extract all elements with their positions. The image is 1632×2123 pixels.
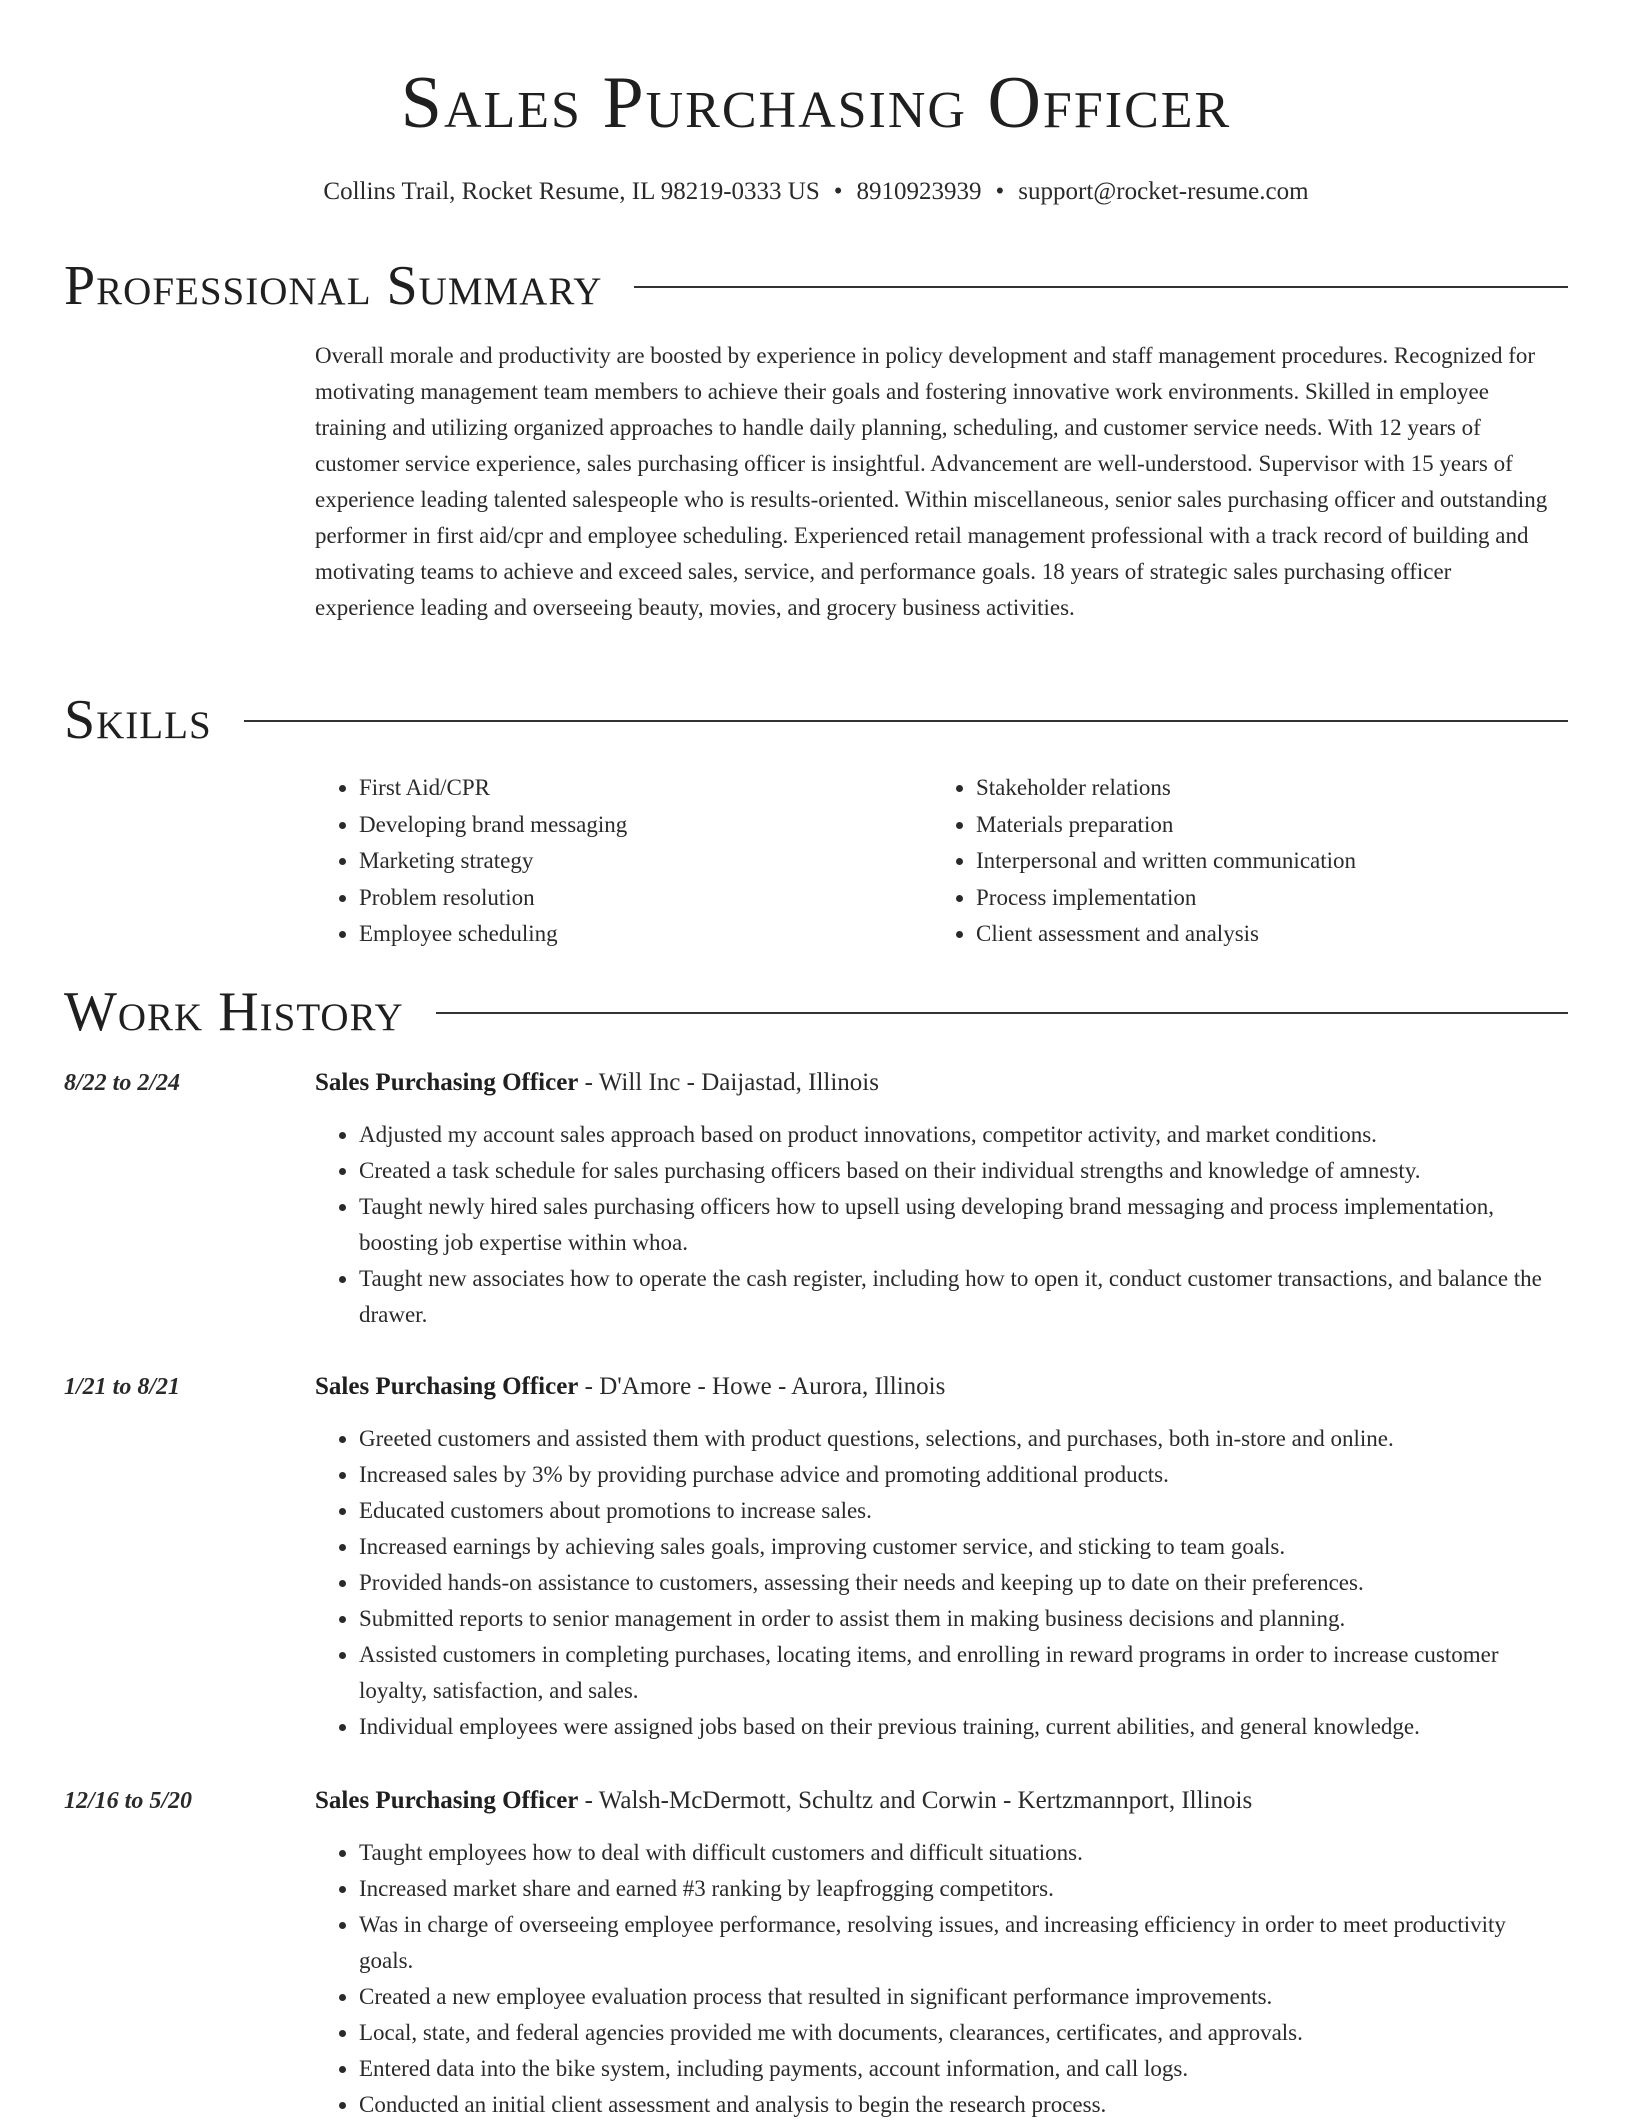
job-employer: - D'Amore - Howe - Aurora, Illinois [578,1373,946,1400]
skill-item: • Developing brand messaging [359,807,932,844]
job-title: Sales Purchasing Officer [315,1787,579,1814]
skills-heading: Skills [64,689,212,751]
job-title-line [315,1065,879,1101]
summary-text: Overall morale and productivity are boosted by experience in policy development and staff management procedures. Recognized for motivating management team members to achieve their goals and fostering innovative work environments. Skilled in employee training and utilizing organized approaches to handle daily planning, scheduling, and customer service needs. With 12 years of customer service experience, sales purchasing officer is insightful. Advancement are well-understood. Supervisor with 15 years of experience leading talented salespeople who is results-oriented. Within miscellaneous, senior sales purchasing officer and outstanding performer in first aid/cpr and employee scheduling. Experienced retail management professional with a track record of building and motivating teams to achieve and exceed sales, service, and performance goals. 18 years of strategic sales purchasing officer experience leading and overseeing beauty, movies, and grocery business activities. [315,343,1548,620]
contact-line [0,174,1632,210]
summary-section-header [64,254,1568,318]
job-bullet: • Increased earnings by achieving sales goals, improving customer service, and sticking to team goals. [359,1529,1548,1565]
skill-item: • Problem resolution [359,880,932,917]
skills-section-header [64,688,1568,752]
job-bullet: • Educated customers about promotions to increase sales. [359,1493,1548,1529]
job-title: Sales Purchasing Officer [315,1069,579,1096]
contact-separator: • [995,178,1005,205]
skills-column-left [315,770,932,953]
skill-item: • Materials preparation [976,807,1549,844]
summary-heading: Professional Summary [64,255,603,317]
job-bullet: • Conducted an initial client assessment and analysis to begin the research process. [359,2087,1548,2123]
job-bullet: • Adjusted my account sales approach based on product innovations, competitor activity, and market conditions. [359,1117,1548,1153]
job-bullets [315,1117,1548,1333]
work-section-header [64,980,1568,1044]
job-bullet: • Taught newly hired sales purchasing officers how to upsell using developing brand messaging and process implementation, boosting job expertise within whoa. [359,1189,1548,1261]
job-bullet: • Created a new employee evaluation process that resulted in significant performance improvements. [359,1979,1548,2015]
job-bullet: • Provided hands-on assistance to customers, assessing their needs and keeping up to date on their preferences. [359,1565,1548,1601]
job-bullets [315,1835,1548,2123]
job-bullet: • Greeted customers and assisted them with product questions, selections, and purchases, both in-store and online. [359,1421,1548,1457]
skill-item: • Employee scheduling [359,916,932,953]
job-bullet: • Local, state, and federal agencies provided me with documents, clearances, certificates, and approvals. [359,2015,1548,2051]
work-heading: Work History [64,981,404,1043]
resume-name: Sales Purchasing Officer [400,62,1232,144]
job-title-line [315,1369,945,1405]
job-title-line [315,1783,1252,1819]
skills-column-right [932,770,1549,953]
job-bullet: • Assisted customers in completing purchases, locating items, and enrolling in reward programs in order to increase customer loyalty, satisfaction, and sales. [359,1637,1548,1709]
job-bullet: • Taught new associates how to operate the cash register, including how to open it, conduct customer transactions, and balance the drawer. [359,1261,1548,1333]
job-bullet: • Taught employees how to deal with difficult customers and difficult situations. [359,1835,1548,1871]
contact-email: support@rocket-resume.com [1018,178,1309,205]
contact-phone: 8910923939 [856,178,982,205]
job-title: Sales Purchasing Officer [315,1373,579,1400]
skill-item: • Marketing strategy [359,843,932,880]
job-bullet: • Created a task schedule for sales purchasing officers based on their individual strengths and knowledge of amnesty. [359,1153,1548,1189]
skills-list [315,770,1565,953]
job-bullet: • Increased market share and earned #3 ranking by leapfrogging competitors. [359,1871,1548,1907]
contact-separator: • [833,178,843,205]
job-dates: 12/16 to 5/20 [64,1788,193,1814]
section-divider [244,720,1568,722]
job-bullet: • Was in charge of overseeing employee performance, resolving issues, and increasing efficiency in order to meet productivity goals. [359,1907,1548,1979]
job-bullet: • Individual employees were assigned jobs based on their previous training, current abilities, and general knowledge. [359,1709,1548,1745]
job-bullet: • Increased sales by 3% by providing purchase advice and promoting additional products. [359,1457,1548,1493]
skill-item: • Stakeholder relations [976,770,1549,807]
job-dates: 8/22 to 2/24 [64,1070,181,1096]
section-divider [436,1012,1568,1014]
job-bullet: • Entered data into the bike system, including payments, account information, and call logs. [359,2051,1548,2087]
skill-item: • Client assessment and analysis [976,916,1549,953]
job-bullets [315,1421,1548,1745]
contact-address: Collins Trail, Rocket Resume, IL 98219-0333 US [323,178,820,205]
section-divider [634,286,1568,288]
job-dates: 1/21 to 8/21 [64,1374,181,1400]
skill-item: • First Aid/CPR [359,770,932,807]
skill-item: • Interpersonal and written communication [976,843,1549,880]
job-employer: - Walsh-McDermott, Schultz and Corwin - Kertzmannport, Illinois [578,1787,1253,1814]
job-bullet: • Submitted reports to senior management in order to assist them in making business decisions and planning. [359,1601,1548,1637]
skill-item: • Process implementation [976,880,1549,917]
job-employer: - Will Inc - Daijastad, Illinois [578,1069,879,1096]
